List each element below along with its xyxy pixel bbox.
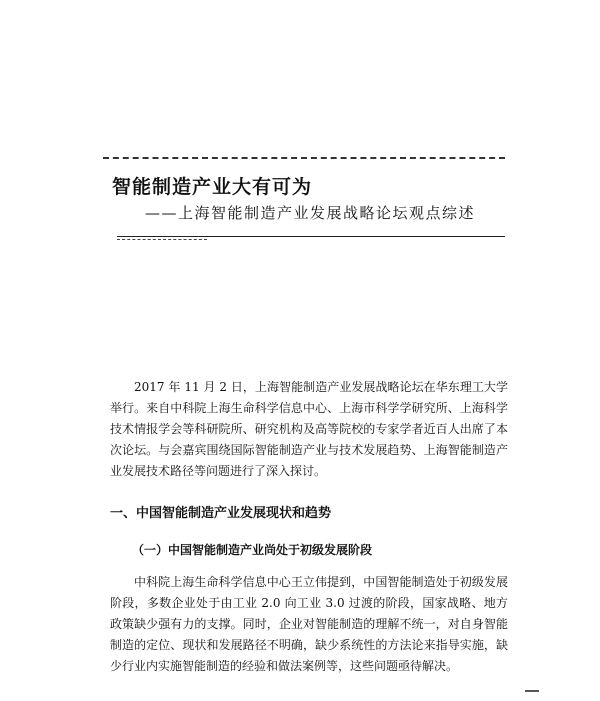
page-corner-mark — [525, 690, 539, 692]
section-heading: 一、中国智能制造产业发展现状和趋势 — [110, 506, 332, 521]
article-title: 智能制造产业大有可为 — [112, 176, 313, 198]
top-divider — [103, 157, 505, 159]
intro-paragraph: 2017 年 11 月 2 日，上海智能制造产业发展战略论坛在华东理工大学举行。来自中科院上海生命科学信息中心、上海市科学学研究所、上海科学技术情报学会等科研院所、研究机构及高等院校的专家学者近百人出席了本次论坛。与会嘉宾围绕国际智能制造产业与技术发展趋势、上海智能制造产业发展技术路径等问题进行了深入探讨。 — [110, 380, 508, 478]
title-divider — [117, 236, 505, 237]
subsection-heading: （一）中国智能制造产业尚处于初级发展阶段 — [132, 543, 373, 557]
article-subtitle: ——上海智能制造产业发展战略论坛观点综述 — [145, 204, 476, 222]
body-paragraph: 中科院上海生命科学信息中心王立伟提到，中国智能制造处于初级发展阶段，多数企业处于由工业 2.0 向工业 3.0 过渡的阶段，国家战略、地方政策缺少强有力的支撑。同时，企业对智能制造的理解不统一，对自身智能制造的定位、现状和发展路径不明确，缺少系统性的方法论来指导实施，缺少行业内实施智能制造的经验和做法案例等，这些问题亟待解决。 — [110, 575, 508, 673]
title-divider-dash — [117, 239, 207, 240]
